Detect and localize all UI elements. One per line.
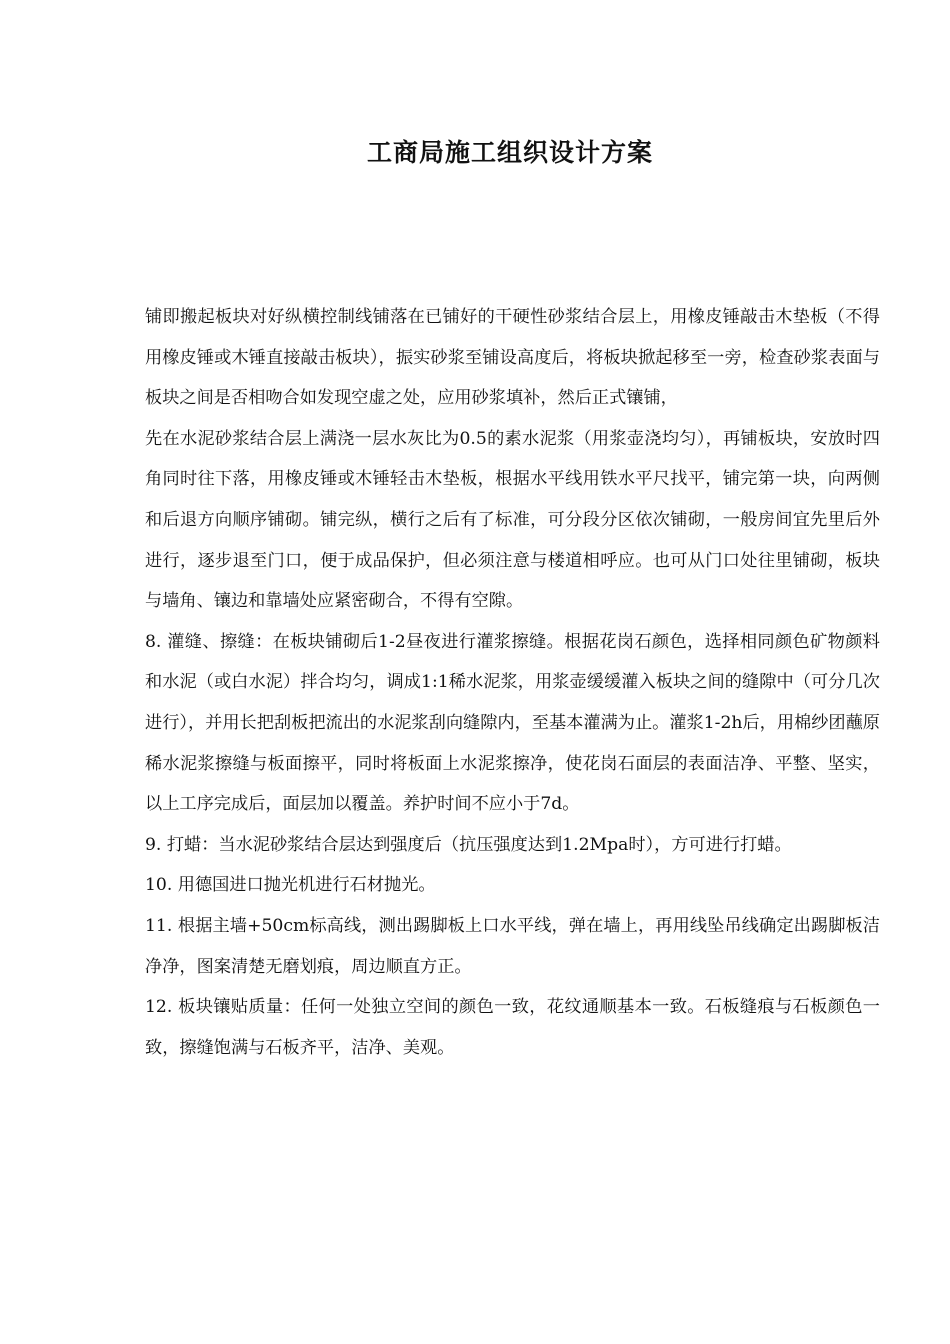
document-title: 工商局施工组织设计方案 [366, 137, 653, 167]
paragraph-step-12-quality: 12. 板块镶贴质量：任何一处独立空间的颜色一致，花纹通顺基本一致。石板缝痕与石板颜色一致，擦缝饱满与石板齐平，洁净、美观。 [145, 997, 880, 1058]
paragraph-step-11-skirting: 11. 根据主墙+50cm标高线，测出踢脚板上口水平线，弹在墙上，再用线坠吊线确定出踢脚板洁净净，图案清楚无磨划痕，周边顺直方正。 [145, 915, 880, 977]
document-body [145, 297, 880, 1068]
paragraph-laying-method: 铺即搬起板块对好纵横控制线铺落在已铺好的干硬性砂浆结合层上，用橡皮锤敲击木垫板（不得用橡皮锤或木锤直接敲击板块），振实砂浆至铺设高度后，将板块掀起移至一旁，检查砂浆表面与板块之间是否相吻合如发现空虚之处，应用砂浆填补，然后正式镶铺， [145, 307, 880, 409]
paragraph-step-9-waxing: 9. 打蜡：当水泥砂浆结合层达到强度后（抗压强度达到1.2Mpa时），方可进行打蜡。 [145, 834, 792, 855]
paragraph-mortar-pouring: 先在水泥砂浆结合层上满浇一层水灰比为0.5的素水泥浆（用浆壶浇均匀），再铺板块，安放时四角同时往下落，用橡皮锤或木锤轻击木垫板，根据水平线用铁水平尺找平，铺完第一块，向两侧和后退方向顺序铺砌。铺完纵，横行之后有了标准，可分段分区依次铺砌，一般房间宜先里后外进行，逐步退至门口，便于成品保护，但必须注意与楼道相呼应。也可从门口处往里铺砌，板块与墙角、镶边和靠墙处应紧密砌合，不得有空隙。 [145, 428, 880, 612]
paragraph-step-8-grouting: 8. 灌缝、擦缝：在板块铺砌后1-2昼夜进行灌浆擦缝。根据花岗石颜色，选择相同颜色矿物颜料和水泥（或白水泥）拌合均匀，调成1:1稀水泥浆，用浆壶缓缓灌入板块之间的缝隙中（可分几次进行），并用长把刮板把流出的水泥浆刮向缝隙内，至基本灌满为止。灌浆1-2h后，用棉纱团蘸原稀水泥浆擦缝与板面擦平，同时将板面上水泥浆擦净，使花岗石面层的表面洁净、平整、坚实，以上工序完成后，面层加以覆盖。养护时间不应小于7d。 [145, 631, 880, 815]
paragraph-step-10-polishing: 10. 用德国进口抛光机进行石材抛光。 [145, 875, 436, 896]
